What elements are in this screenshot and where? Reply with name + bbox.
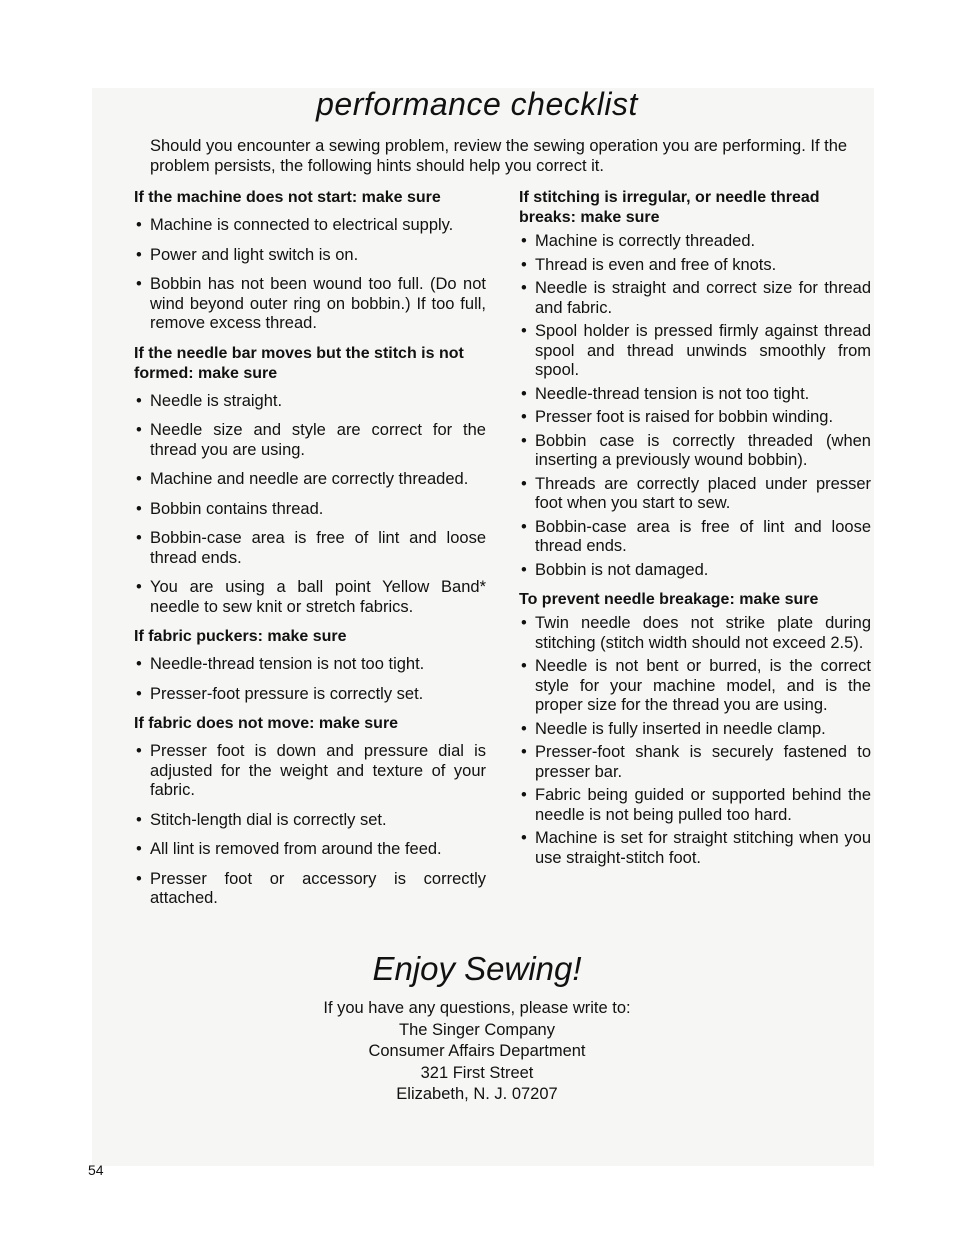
checklist-item: • Needle size and style are correct for the thread you are using. — [134, 421, 486, 460]
checklist-item: • Machine is correctly threaded. — [519, 232, 871, 252]
checklist-item: • Bobbin-case area is free of lint and loose thread ends. — [519, 518, 871, 557]
checklist-item: • Power and light switch is on. — [134, 246, 486, 266]
checklist-item: • Needle-thread tension is not too tight. — [519, 385, 871, 405]
page-number: 54 — [88, 1162, 104, 1178]
checklist-item: • Thread is even and free of knots. — [519, 256, 871, 276]
checklist-item: • Bobbin contains thread. — [134, 500, 486, 520]
checklist-item: • Needle is fully inserted in needle clamp. — [519, 720, 871, 740]
checklist-item: • Presser foot is raised for bobbin winding. — [519, 408, 871, 428]
contact-line: Consumer Affairs Department — [368, 1042, 586, 1060]
section-heading: If the needle bar moves but the stitch is not formed: make sure — [134, 344, 464, 382]
section-stitch-not-formed — [134, 344, 486, 618]
checklist-item: • Fabric being guided or supported behind the needle is not being pulled too hard. — [519, 786, 871, 825]
checklist-item: • Bobbin has not been wound too full. (Do not wind beyond outer ring on bobbin.) If too full, remove excess thread. — [134, 275, 486, 334]
section-heading: To prevent needle breakage: make sure — [519, 591, 819, 608]
contact-address — [0, 998, 954, 1106]
checklist-item: • Presser foot is down and pressure dial is adjusted for the weight and texture of your fabric. — [134, 742, 486, 801]
checklist-item: • Needle is straight. — [134, 392, 486, 412]
section-heading: If fabric puckers: make sure — [134, 628, 347, 645]
page-title: performance checklist — [316, 86, 638, 122]
contact-line: If you have any questions, please write to: — [323, 999, 631, 1017]
contact-line: Elizabeth, N. J. 07207 — [396, 1085, 558, 1103]
checklist-item: • Bobbin case is correctly threaded (when inserting a previously wound bobbin). — [519, 432, 871, 471]
checklist-item: • Presser-foot shank is securely fastened to presser bar. — [519, 743, 871, 782]
closing-heading: Enjoy Sewing! — [372, 950, 582, 987]
section-needle-breakage — [519, 590, 871, 868]
checklist-item: • Presser-foot pressure is correctly set. — [134, 685, 486, 705]
section-heading: If fabric does not move: make sure — [134, 715, 399, 732]
checklist-item: • All lint is removed from around the feed. — [134, 840, 486, 860]
checklist-item: • Bobbin-case area is free of lint and loose thread ends. — [134, 529, 486, 568]
checklist-item: • You are using a ball point Yellow Band* needle to sew knit or stretch fabrics. — [134, 578, 486, 617]
checklist-item: • Presser foot or accessory is correctly attached. — [134, 870, 486, 909]
section-fabric-not-move — [134, 714, 486, 909]
checklist-item: • Machine is connected to electrical supply. — [134, 216, 486, 236]
checklist-item: • Spool holder is pressed firmly against thread spool and thread unwinds smoothly from spool. — [519, 322, 871, 381]
checklist-item: • Needle-thread tension is not too tight. — [134, 655, 486, 675]
section-heading: If the machine does not start: make sure — [134, 189, 441, 206]
left-column — [134, 188, 486, 919]
checklist-item: • Machine is set for straight stitching when you use straight-stitch foot. — [519, 829, 871, 868]
checklist-item: • Needle is not bent or burred, is the correct style for your machine model, and is the proper size for the thread you are using. — [519, 657, 871, 716]
contact-line: The Singer Company — [399, 1020, 555, 1039]
checklist-item: • Stitch-length dial is correctly set. — [134, 811, 486, 831]
intro-paragraph: Should you encounter a sewing problem, review the sewing operation you are performing. If the problem persists, the following hints should help you correct it. — [150, 137, 848, 175]
section-machine-not-start — [134, 188, 486, 334]
checklist-item: • Twin needle does not strike plate during stitching (stitch width should not exceed 2.5). — [519, 614, 871, 653]
right-column — [519, 188, 871, 878]
checklist-item: • Bobbin is not damaged. — [519, 561, 871, 581]
checklist-item: • Needle is straight and correct size for thread and fabric. — [519, 279, 871, 318]
checklist-item: • Threads are correctly placed under presser foot when you start to sew. — [519, 475, 871, 514]
section-fabric-puckers — [134, 627, 486, 704]
contact-line: 321 First Street — [420, 1063, 534, 1082]
checklist-item: • Machine and needle are correctly threaded. — [134, 470, 486, 490]
section-irregular-stitching — [519, 188, 871, 580]
section-heading: If stitching is irregular, or needle thread breaks: make sure — [519, 189, 820, 226]
